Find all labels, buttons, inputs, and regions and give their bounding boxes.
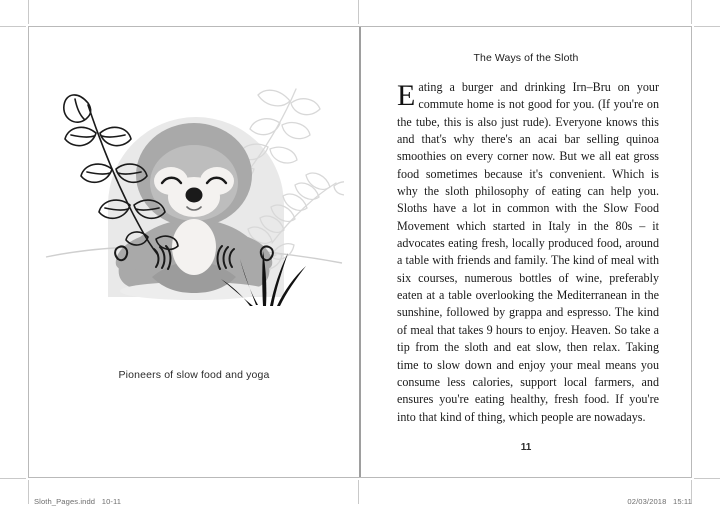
crop-mark-bottom-center-fold xyxy=(358,480,359,504)
drop-cap: E xyxy=(397,79,416,112)
body-copy xyxy=(397,79,659,426)
right-page xyxy=(361,27,691,477)
crop-mark-bottom-right-horizontal xyxy=(694,478,720,479)
crop-mark-top-left-horizontal xyxy=(0,26,26,27)
body-paragraph: ating a burger and drinking Irn–Bru on your commute home is not good for you. (If you're on the tube, this is also just rude). Everyone knows this and that's why there's an acai bar selling quinoa smoothies on every corner now. But we all eat gross food sometimes because it's convenient. Which is why the sloth philosophy of eating can help you. Sloths have a lot in common with the Slow Food Movement which started in Italy in the 80s – it advocates eating fresh, locally produced food, around a table with friends and family. The kind of meal with six courses, numerous bottles of wine, preferably eaten at a table overlooking the Mediterranean in the sunshine, followed by grappa and espresso. The kind of meal that takes 9 hours to enjoy. Heaven. So take a tip from the sloth and eat slow, then relax. Taking time to slow down and enjoy your meal means you consume less calories, support local farmers, and ensures you're eating healthy, fresh food. If you're into that kind of thing, which people are nowadays. xyxy=(397,80,659,424)
meditating-sloth-illustration xyxy=(44,87,344,377)
proof-footer-timestamp: 02/03/2018 15:11 xyxy=(627,497,692,506)
illustration-container xyxy=(29,87,359,377)
crop-mark-top-right-vertical xyxy=(691,0,692,24)
crop-mark-top-right-horizontal xyxy=(694,26,720,27)
running-head-chapter-title: The Ways of the Sloth xyxy=(473,52,579,64)
crop-mark-top-center-fold xyxy=(358,0,359,24)
proof-footer-filename: Sloth_Pages.indd 10-11 xyxy=(34,497,122,506)
crop-mark-bottom-left-vertical xyxy=(28,480,29,504)
left-page xyxy=(29,27,359,477)
page-number-folio: 11 xyxy=(520,442,532,453)
crop-mark-bottom-left-horizontal xyxy=(0,478,26,479)
figure-caption: Pioneers of slow food and yoga xyxy=(118,369,270,381)
crop-mark-top-left-vertical xyxy=(28,0,29,24)
book-spread xyxy=(28,26,692,478)
